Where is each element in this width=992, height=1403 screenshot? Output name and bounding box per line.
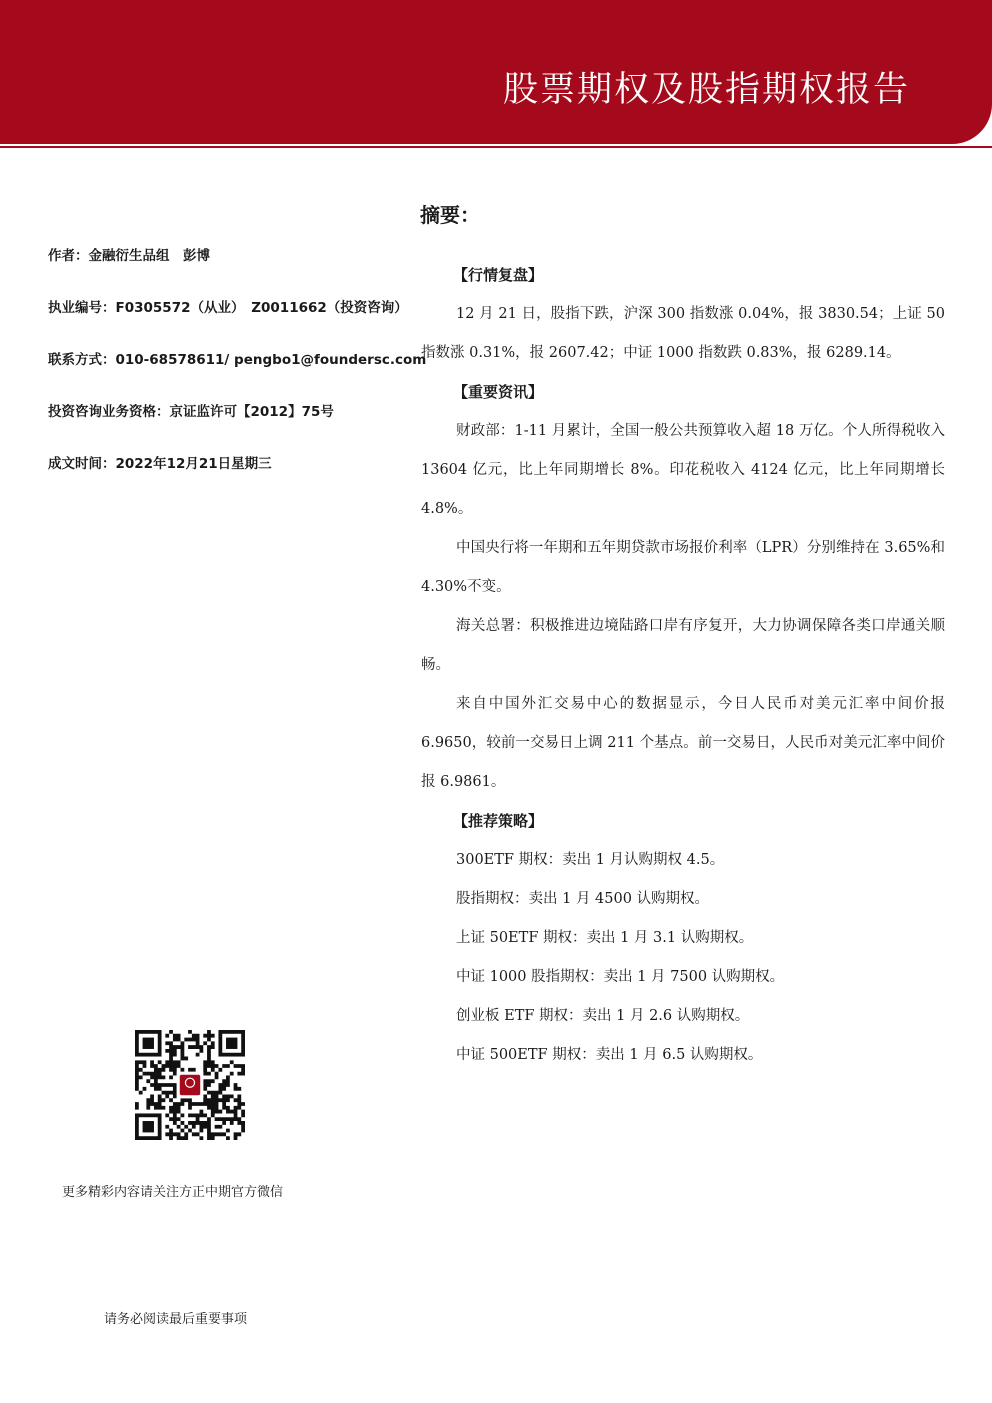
market-review-text: 12 月 21 日，股指下跌，沪深 300 指数涨 0.04%，报 3830.54；上证 50 指数涨 0.31%，报 2607.42；中证 1000 指数跌 0.83%，报 6289.14。 <box>421 306 945 361</box>
summary-heading: 摘要： <box>420 203 480 227</box>
author-line: 作者：金融衍生品组 彭博 <box>48 248 210 264</box>
news-paragraph: 中国央行将一年期和五年期贷款市场报价利率（LPR）分别维持在 3.65%和 4.30%不变。 <box>421 540 945 595</box>
contact-line: 联系方式：010-68578611/ pengbo1@foundersc.com <box>48 352 427 368</box>
license-line: 执业编号：F0305572（从业） Z0011662（投资咨询） <box>48 300 408 316</box>
news-paragraph: 财政部：1-11 月累计，全国一般公共预算收入超 18 万亿。个人所得税收入 13604 亿元，比上年同期增长 8%。印花税收入 4124 亿元，比上年同期增长 4.8%。 <box>421 423 945 517</box>
news-title: 【重要资讯】 <box>453 383 544 401</box>
qr-code-icon <box>135 1030 245 1140</box>
header-rule <box>0 146 992 148</box>
qualification-line: 投资咨询业务资格：京证监许可【2012】75号 <box>48 404 334 420</box>
market-review-title: 【行情复盘】 <box>453 266 544 284</box>
summary-content <box>421 256 945 1075</box>
news-paragraph: 海关总署：积极推进边境陆路口岸有序复开，大力协调保障各类口岸通关顺畅。 <box>421 618 945 673</box>
disclaimer-notice: 请务必阅读最后重要事项 <box>104 1312 248 1327</box>
strategy-item: 中证 500ETF 期权：卖出 1 月 6.5 认购期权。 <box>456 1047 763 1063</box>
qr-caption: 更多精彩内容请关注方正中期官方微信 <box>62 1185 284 1200</box>
wechat-qr-code <box>135 1030 245 1140</box>
strategy-item: 股指期权：卖出 1 月 4500 认购期权。 <box>456 891 710 907</box>
strategy-item: 创业板 ETF 期权：卖出 1 月 2.6 认购期权。 <box>456 1008 750 1024</box>
report-header-banner <box>0 0 992 144</box>
strategy-item: 上证 50ETF 期权：卖出 1 月 3.1 认购期权。 <box>456 930 754 946</box>
news-paragraph: 来自中国外汇交易中心的数据显示，今日人民币对美元汇率中间价报 6.9650，较前一交易日上调 211 个基点。前一交易日，人民币对美元汇率中间价报 6.9861。 <box>421 696 945 790</box>
report-title: 股票期权及股指期权报告 <box>502 70 910 110</box>
date-line: 成文时间：2022年12月21日星期三 <box>48 456 272 472</box>
strategy-item: 中证 1000 股指期权：卖出 1 月 7500 认购期权。 <box>456 969 785 985</box>
strategy-item: 300ETF 期权：卖出 1 月认购期权 4.5。 <box>456 852 725 868</box>
strategy-title: 【推荐策略】 <box>453 812 544 830</box>
